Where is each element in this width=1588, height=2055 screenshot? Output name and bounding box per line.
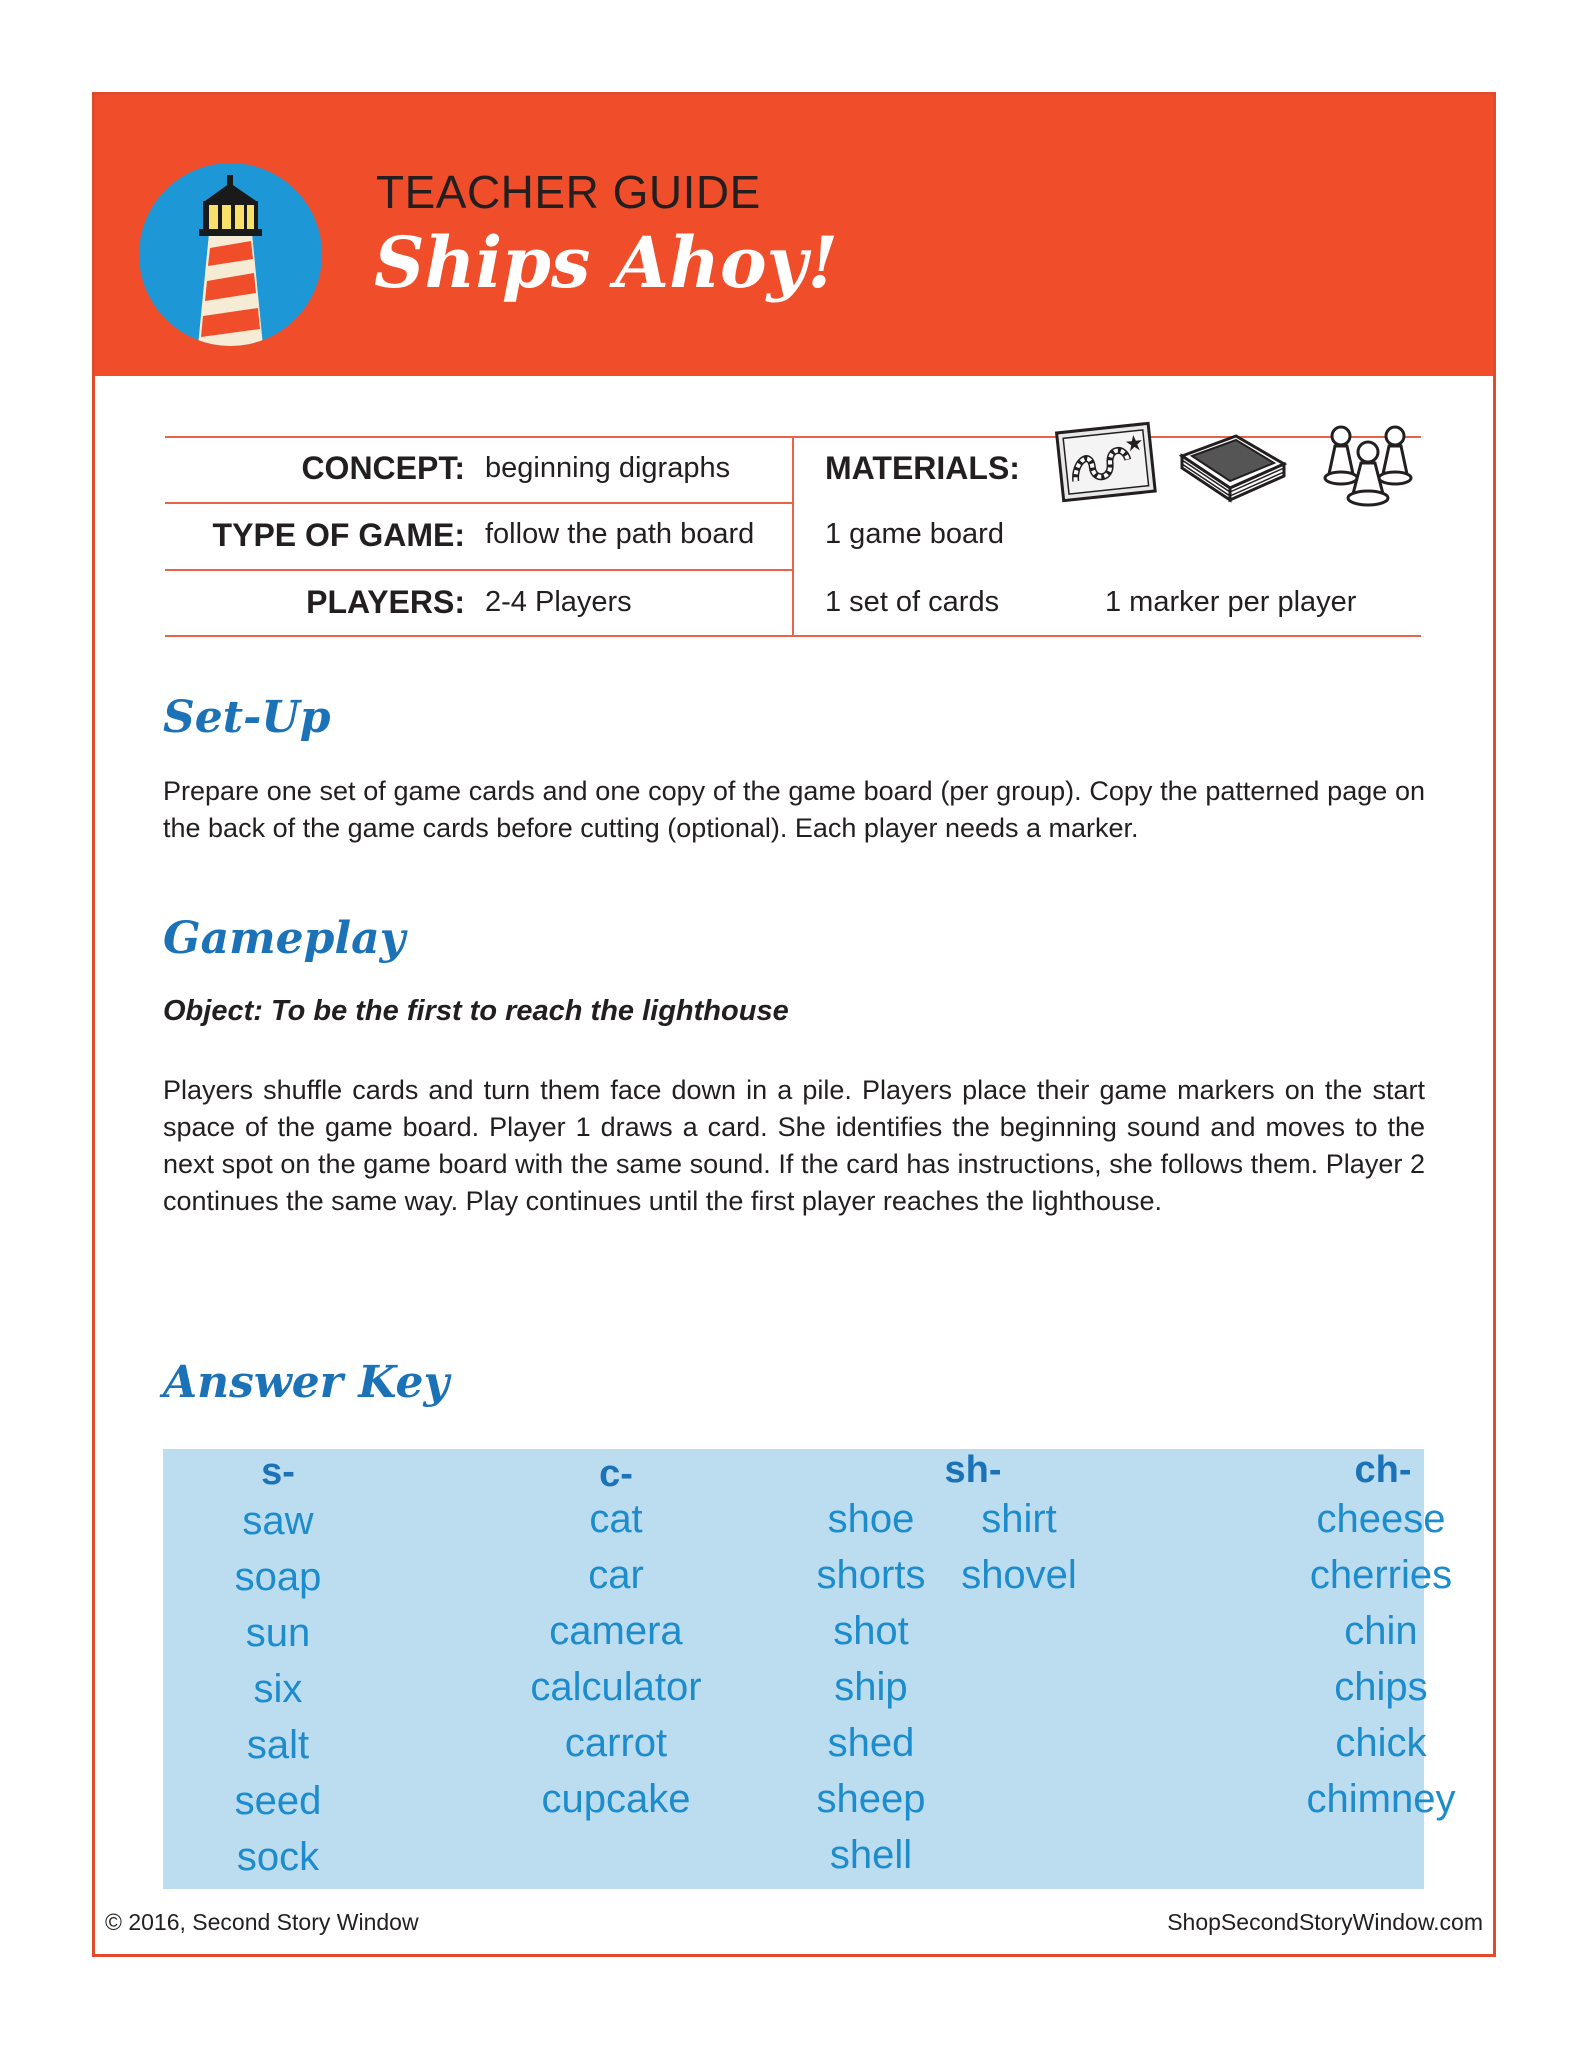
- setup-text: Prepare one set of game cards and one copy of the game board (per group). Copy the patterned page on the back of the game cards before cutting (optional). Each player needs a marker.: [163, 776, 1425, 843]
- word-item: shed: [827, 1721, 915, 1765]
- column-header-sh: sh-: [944, 1449, 1002, 1491]
- type-of-game-label: TYPE OF GAME:: [212, 517, 465, 553]
- word-item: sun: [245, 1611, 311, 1655]
- word-item: car: [588, 1553, 644, 1597]
- word-item: six: [253, 1667, 303, 1711]
- material-item: 1 game board: [825, 518, 1004, 550]
- footer-website[interactable]: ShopSecondStoryWindow.com: [1167, 1909, 1483, 1935]
- word-item: shorts: [816, 1553, 926, 1597]
- setup-heading: Set-Up: [163, 692, 331, 743]
- word-item: sheep: [816, 1777, 926, 1821]
- word-item: chick: [1335, 1721, 1427, 1765]
- lighthouse-icon: [139, 163, 322, 346]
- players-label: PLAYERS:: [306, 584, 465, 620]
- answer-key-table: [163, 1449, 1456, 1889]
- guide-label: TEACHER GUIDE: [376, 166, 761, 218]
- word-item: ship: [834, 1665, 908, 1709]
- word-item: cheese: [1316, 1497, 1446, 1541]
- footer-copyright: © 2016, Second Story Window: [105, 1909, 419, 1935]
- page-title: Ships Ahoy!: [374, 221, 839, 304]
- word-item: shoe: [827, 1497, 915, 1541]
- word-item: salt: [246, 1723, 310, 1767]
- word-item: carrot: [564, 1721, 668, 1765]
- answer-key-heading: Answer Key: [163, 1357, 450, 1408]
- card-deck-icon: [1178, 430, 1290, 504]
- column-header-ch: ch-: [1354, 1449, 1412, 1491]
- word-item: shell: [829, 1833, 913, 1877]
- gameplay-text: Players shuffle cards and turn them face down in a pile. Players place their game markers on the start space of the game board. Player 1 draws a card. She identifies the beginning sound and moves to the next spot on the game board with the same sound. If the card has instructions, she follows them. Player 2 continues the same way. Play continues until the first player reaches the lighthouse.: [163, 1075, 1425, 1216]
- word-item: saw: [242, 1499, 314, 1543]
- word-item: cat: [589, 1497, 643, 1541]
- concept-value: beginning digraphs: [485, 452, 731, 484]
- word-item: soap: [234, 1555, 322, 1599]
- word-item: calculator: [530, 1665, 702, 1709]
- gameplay-object: Object: To be the first to reach the lighthouse: [163, 995, 789, 1027]
- word-item: camera: [549, 1609, 683, 1653]
- word-item: chips: [1334, 1665, 1428, 1709]
- column-header-s: s-: [261, 1451, 295, 1493]
- material-item: 1 set of cards: [825, 586, 1000, 618]
- gameplay-heading: Gameplay: [163, 913, 406, 964]
- word-item: sock: [236, 1835, 320, 1879]
- info-table: [165, 436, 1421, 636]
- concept-label: CONCEPT:: [301, 450, 465, 486]
- word-item: cupcake: [541, 1777, 691, 1821]
- word-item: chin: [1344, 1609, 1418, 1653]
- word-item: shovel: [961, 1553, 1077, 1597]
- word-item: chimney: [1306, 1777, 1456, 1821]
- word-item: seed: [234, 1779, 322, 1823]
- word-item: shot: [833, 1609, 909, 1653]
- players-value: 2-4 Players: [485, 586, 632, 618]
- word-item: cherries: [1309, 1553, 1453, 1597]
- game-markers-icon: [1315, 422, 1421, 508]
- word-item: shirt: [981, 1497, 1057, 1541]
- column-header-c: c-: [599, 1453, 633, 1495]
- materials-label: MATERIALS:: [825, 450, 1020, 486]
- game-board-icon: [1052, 418, 1160, 508]
- material-item: 1 marker per player: [1105, 586, 1357, 618]
- type-of-game-value: follow the path board: [485, 518, 755, 550]
- page-frame: [92, 92, 1496, 1957]
- header-banner: [95, 95, 1493, 376]
